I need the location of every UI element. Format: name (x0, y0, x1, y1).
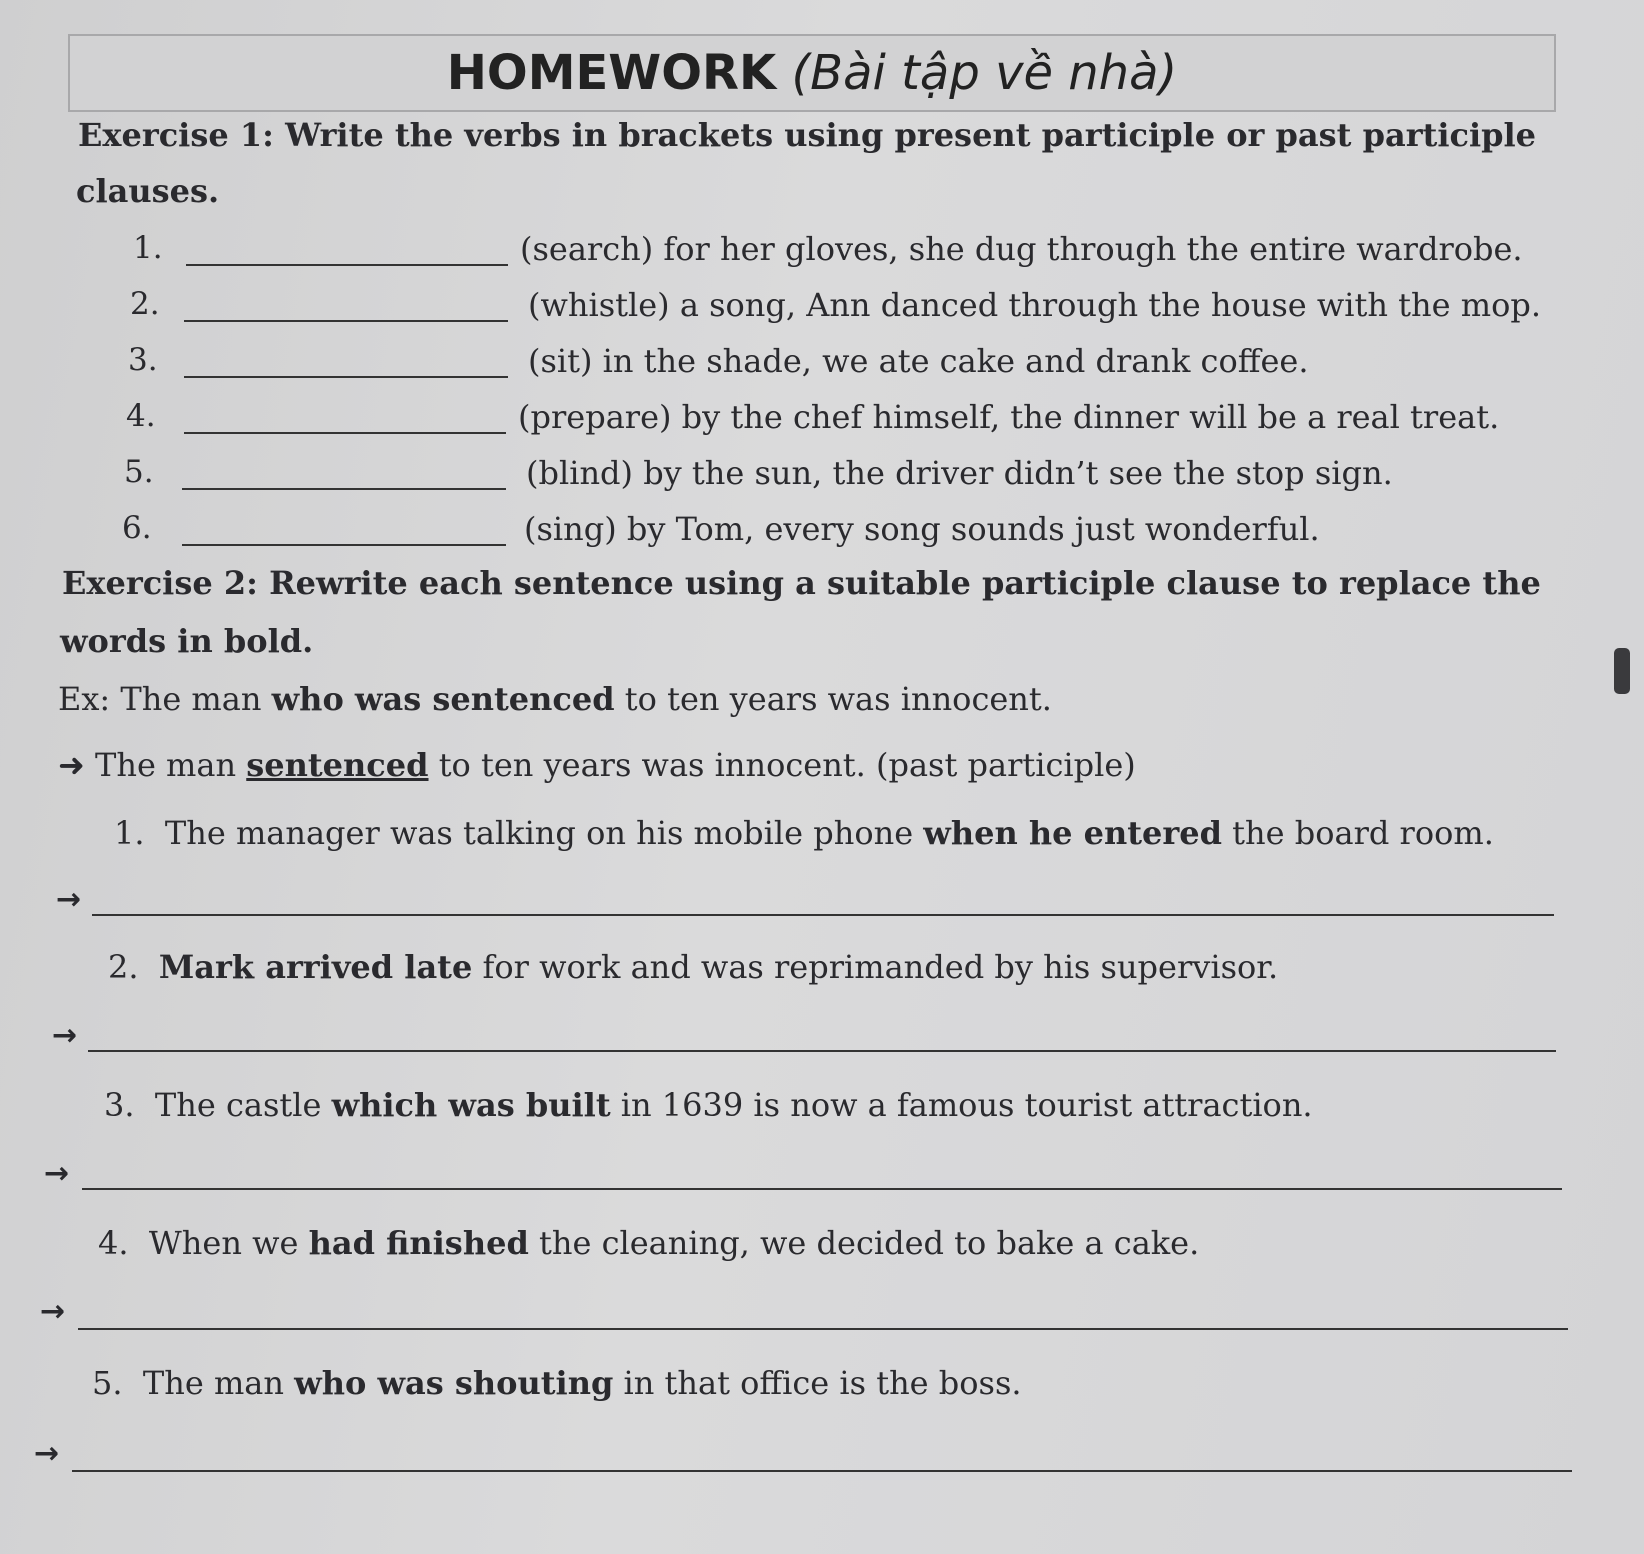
example-bold: who was sentenced (271, 680, 615, 718)
exercise2-heading-line2: words in bold. (60, 622, 314, 660)
item-text: (whistle) a song, Ann danced through the house with the mop. (528, 286, 1541, 324)
title-bold: HOMEWORK (446, 45, 777, 101)
exercise1-heading-line1: Exercise 1: Write the verbs in brackets using present participle or past participle (78, 116, 1537, 154)
item-sentence: 3. The castle which was built in 1639 is now a famous tourist attraction. (104, 1086, 1313, 1124)
item-text: (prepare) by the chef himself, the dinner will be a real treat. (518, 398, 1500, 436)
item-sentence: 1. The manager was talking on his mobile phone when he entered the board room. (114, 814, 1494, 852)
item-number: 3. (128, 342, 158, 378)
example-answer: ➜ The man sentenced to ten years was innocent. (past participle) (58, 746, 1136, 784)
arrow-icon: → (34, 1436, 60, 1471)
example-underlined: sentenced (246, 746, 429, 784)
item-text: (search) for her gloves, she dug through the entire wardrobe. (520, 230, 1523, 268)
answer-line[interactable] (92, 914, 1554, 916)
exercise2-heading-line1: Exercise 2: Rewrite each sentence using a suitable participle clause to replace the (62, 564, 1541, 602)
answer-blank[interactable] (184, 320, 508, 322)
exercise1-heading-line2: clauses. (76, 172, 220, 210)
arrow-icon: → (56, 882, 82, 917)
arrow-icon: → (52, 1018, 78, 1053)
answer-line[interactable] (78, 1328, 1568, 1330)
answer-blank[interactable] (184, 432, 506, 434)
answer-blank[interactable] (184, 376, 508, 378)
arrow-icon: → (44, 1156, 70, 1191)
item-number: 4. (126, 398, 156, 434)
item-number: 5. (124, 454, 154, 490)
arrow-icon: → (40, 1294, 66, 1329)
item-sentence: 2. Mark arrived late for work and was reprimanded by his supervisor. (108, 948, 1279, 986)
item-text: (sit) in the shade, we ate cake and drank coffee. (528, 342, 1309, 380)
item-number: 6. (122, 510, 152, 546)
answer-line[interactable] (72, 1470, 1572, 1472)
item-text: (sing) by Tom, every song sounds just wonderful. (524, 510, 1320, 548)
answer-blank[interactable] (186, 264, 508, 266)
homework-header (68, 34, 1556, 112)
binder-clip-mark (1614, 648, 1630, 694)
answer-line[interactable] (88, 1050, 1556, 1052)
item-number: 2. (130, 286, 160, 322)
page-title (447, 45, 1178, 101)
item-text: (blind) by the sun, the driver didn’t see the stop sign. (526, 454, 1393, 492)
answer-line[interactable] (82, 1188, 1562, 1190)
example-sentence: Ex: The man who was sentenced to ten years was innocent. (58, 680, 1052, 718)
item-sentence: 4. When we had finished the cleaning, we decided to bake a cake. (98, 1224, 1200, 1262)
answer-blank[interactable] (182, 544, 506, 546)
arrow-icon: ➜ (58, 746, 85, 784)
item-sentence: 5. The man who was shouting in that office is the boss. (92, 1364, 1022, 1402)
item-number: 1. (133, 230, 163, 266)
answer-blank[interactable] (182, 488, 506, 490)
title-italic: (Bài tập về nhà) (791, 45, 1178, 101)
